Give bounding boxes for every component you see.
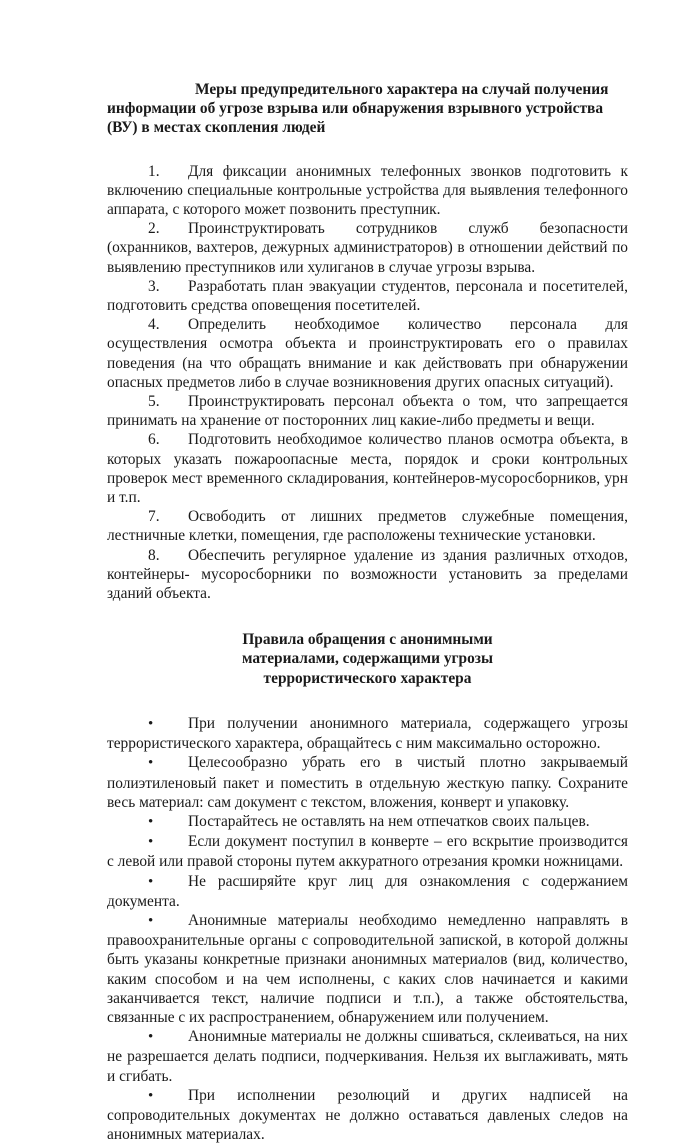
item-text: При исполнении резолюций и других надписей на сопроводительных документах не должно оставаться давленых следов на анонимных материалах.: [107, 1086, 628, 1144]
title-line-rest: информации об угрозе взрыва или обнаружения взрывного устройства (ВУ) в местах скопления людей: [107, 100, 604, 137]
item-text: Проинструктировать персонал объекта о том, что запрещается принимать на хранение от посторонних лиц какие-либо предметы и вещи.: [107, 393, 628, 430]
item-text: Подготовить необходимое количество планов осмотра объекта, в которых указать пожароопасные места, порядок и сроки контрольных проверок мест временного складирования, контейнеров-мусоросборников, урн и т.п.: [107, 431, 628, 507]
item-number: 8.: [148, 546, 160, 564]
spacer: [107, 138, 628, 162]
numbered-item-4: [107, 315, 628, 392]
section-2-title-line-2: материалами, содержащими угрозы: [241, 650, 493, 668]
item-number: 5.: [148, 393, 160, 411]
item-text: Проинструктировать сотрудников служб безопасности (охранников, вахтеров, дежурных администраторов) в отношении действий по выявлению преступников или хулиганов в случае угрозы взрыва.: [107, 220, 628, 276]
item-number: 2.: [148, 220, 160, 238]
bullet-icon: •: [148, 755, 154, 772]
item-text: Не расширяйте круг лиц для ознакомления с содержанием документа.: [107, 872, 628, 910]
bullet-item-8: [107, 1086, 628, 1144]
bullet-item-6: [107, 911, 628, 1027]
item-number: 4.: [148, 316, 160, 334]
bullet-icon: •: [148, 834, 154, 851]
item-text: При получении анонимного материала, содержащего угрозы террористического характера, обращайтесь с ним максимально осторожно.: [107, 714, 628, 753]
bullet-icon: •: [148, 1029, 154, 1046]
section-2-title-line-3: террористического характера: [263, 669, 472, 687]
bullet-list: [107, 714, 628, 1144]
document-page: [107, 80, 628, 1144]
item-text: Если документ поступил в конверте – его вскрытие производится с левой или правой стороны путем аккуратного отрезания кромки ножницами.: [107, 833, 628, 871]
item-number: 7.: [148, 508, 160, 526]
bullet-item-4: [107, 832, 628, 871]
bullet-icon: •: [148, 1087, 154, 1104]
numbered-item-6: [107, 430, 628, 507]
item-text: Анонимные материалы необходимо немедленно направлять в правоохранительные органы с сопроводительной запиской, в которой должны быть указаны конкретные признаки анонимных материалов (вид, количество, каким способом и на чем исполнены, с каких слов начинается и какими заканчивается текст, наличие подписи и т.п.), а также обстоятельства, связанные с их распространением, обнаружением или получением.: [107, 911, 628, 1026]
item-number: 3.: [148, 277, 160, 295]
bullet-icon: •: [148, 873, 154, 890]
document-title: [107, 80, 628, 138]
bullet-icon: •: [148, 912, 154, 929]
title-line-1: Меры предупредительного характера на случай получения: [195, 81, 609, 98]
spacer: [107, 603, 628, 630]
item-text: Целесообразно убрать его в чистый плотно закрываемый полиэтиленовый пакет и поместить в отдельную жесткую папку. Сохраните весь материал: сам документ с текстом, вложения, конверт и упаковку.: [107, 754, 628, 811]
section-2-title-line-1: Правила обращения с анонимными: [242, 631, 493, 649]
item-number: 1.: [148, 162, 160, 180]
bullet-item-2: [107, 753, 628, 812]
numbered-item-5: [107, 392, 628, 430]
spacer: [107, 688, 628, 714]
bullet-item-1: [107, 714, 628, 753]
item-text: Для фиксации анонимных телефонных звонков подготовить к включению специальные контрольные устройства для выявления телефонного аппарата, с которого может позвонить преступник.: [107, 162, 628, 219]
item-number: 6.: [148, 431, 160, 449]
item-text: Постарайтесь не оставлять на нем отпечатков своих пальцев.: [188, 812, 590, 830]
item-text: Определить необходимое количество персонала для осуществления осмотра объекта и проинструктировать его о правилах поведения (на что обращать внимание и как действовать при обнаружении опасных предметов либо в случае возникновения других опасных ситуаций).: [107, 316, 628, 391]
item-text: Анонимные материалы не должны сшиваться, склеиваться, на них не разрешается делать подписи, подчеркивания. Нельзя их выглаживать, мять и сгибать.: [107, 1028, 628, 1085]
section-2-title: [107, 630, 628, 688]
bullet-item-3: [107, 812, 628, 832]
numbered-item-2: [107, 219, 628, 277]
numbered-item-1: [107, 162, 628, 220]
item-text: Освободить от лишних предметов служебные помещения, лестничные клетки, помещения, где расположены технические установки.: [107, 508, 628, 545]
numbered-item-8: [107, 546, 628, 604]
bullet-icon: •: [148, 715, 154, 732]
item-text: Разработать план эвакуации студентов, персонала и посетителей, подготовить средства оповещения посетителей.: [107, 277, 628, 315]
item-text: Обеспечить регулярное удаление из здания различных отходов, контейнеры- мусоросборники по возможности установить за пределами зданий объекта.: [107, 546, 628, 603]
numbered-list: [107, 162, 628, 604]
numbered-item-7: [107, 507, 628, 545]
bullet-item-5: [107, 872, 628, 911]
numbered-item-3: [107, 277, 628, 315]
bullet-icon: •: [148, 813, 154, 830]
bullet-item-7: [107, 1027, 628, 1086]
